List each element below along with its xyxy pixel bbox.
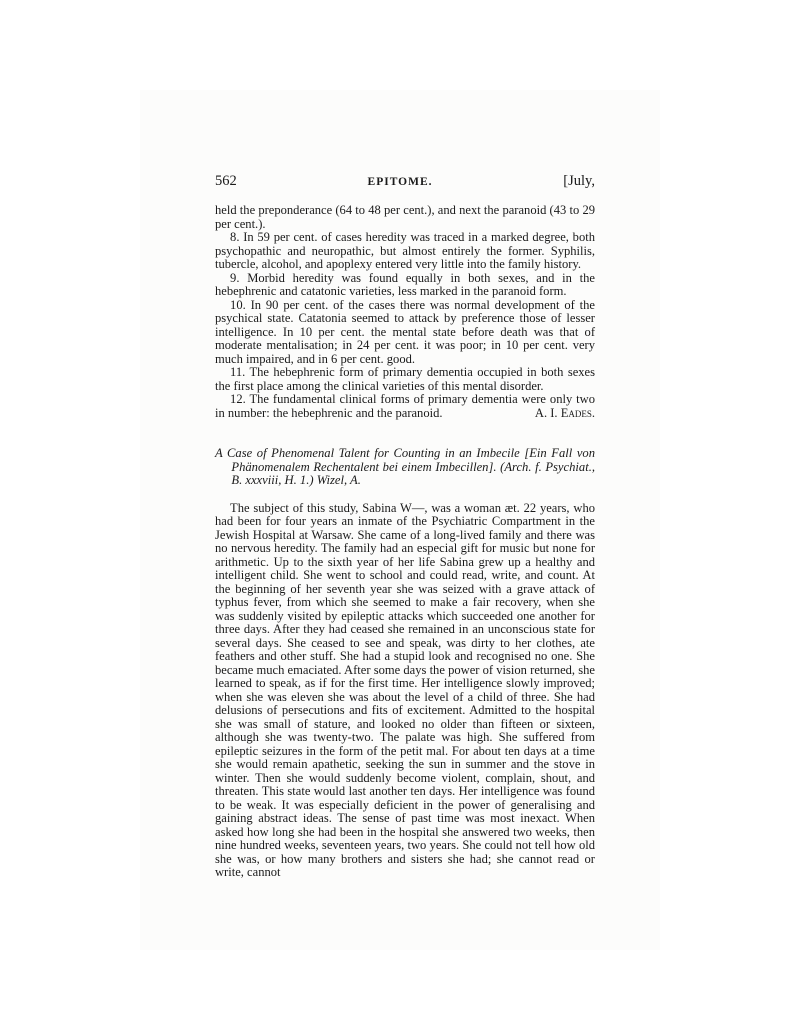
author-signature: A. I. Eades.: [534, 405, 595, 420]
page-number: 562: [215, 173, 237, 189]
paragraph-12: [215, 393, 595, 420]
paragraph-8: 8. In 59 per cent. of cases heredity was traced in a marked degree, both psychopathic and neuropathic, but almost entirely the former. Syphilis, tubercle, alcohol, and apoplexy entered very little into the family history.: [215, 230, 595, 271]
paragraph-12-text: 12. The fundamental clinical forms of primary dementia were only two in number: the hebephrenic and the paranoid.: [215, 392, 595, 420]
running-head: [215, 175, 595, 193]
paragraph-10: 10. In 90 per cent. of the cases there was normal development of the psychical state. Catatonia seemed to attack by preference those of lesser intelligence. In 10 per cent. the mental state before death was that of moderate mentalisation; in 24 per cent. it was poor; in 10 per cent. very much impaired, and in 6 per cent. good.: [215, 297, 595, 366]
issue-label: [July,: [563, 173, 595, 189]
article-body: The subject of this study, Sabina W—, was a woman æt. 22 years, who had been for four years an inmate of the Psychiatric Compartment in the Jewish Hospital at Warsaw. She came of a long-lived family and there was no nervous heredity. The family had an especial gift for music but none for arithmetic. Up to the sixth year of her life Sabina grew up a healthy and intelligent child. She went to school and could read, write, and count. At the beginning of her seventh year she was seized with a grave attack of typhus fever, from which she seemed to make a fair recovery, when she was suddenly visited by epileptic attacks which succeeded one another for three days. After they had ceased she remained in an unconscious state for several days. She ceased to see and speak, was dirty to her clothes, ate feathers and other stuff. She had a stupid look and recognised no one. She became much emaciated. After some days the power of vision returned, she learned to speak, as if for the first time. Her intelligence slowly improved; when she was eleven she was about the level of a child of three. She had delusions of persecutions and fits of excitement. Admitted to the hospital she was small of stature, and looked no older than fifteen or sixteen, although she was twenty-two. The palate was high. She suffered from epileptic seizures in the form of the petit mal. For about ten days at a time she would remain apathetic, seeking the sun in summer and the stove in winter. Then she would suddenly become violent, complain, shout, and threaten. This state would last another ten days. Her intelligence was found to be weak. It was especially deficient in the power of generalising and gaining abstract ideas. The sense of past time was most inexact. When asked how long she had been in the hospital she answered two weeks, then nine hundred weeks, seventeen years, two years. She could not tell how old she was, or how many brothers and sisters she had; she cannot read or write, cannot: [215, 500, 595, 880]
paragraph-11: 11. The hebephrenic form of primary dementia occupied in both sexes the first place among the clinical varieties of this mental disorder.: [215, 365, 595, 393]
article-title: A Case of Phenomenal Talent for Counting in an Imbecile [Ein Fall von Phänomenalem Rechentalent bei einem Imbecillen]. (Arch. f. Psychiat., B. xxxviii, H. 1.) Wizel, A.: [215, 446, 595, 488]
paragraph-9: 9. Morbid heredity was found equally in both sexes, and in the hebephrenic and catatonic varieties, less marked in the paranoid form.: [215, 270, 595, 298]
text-column: [215, 175, 595, 880]
running-title: EPITOME.: [367, 176, 433, 188]
paragraph-continued: held the preponderance (64 to 48 per cent.), and next the paranoid (43 to 29 per cent.).: [215, 203, 595, 231]
